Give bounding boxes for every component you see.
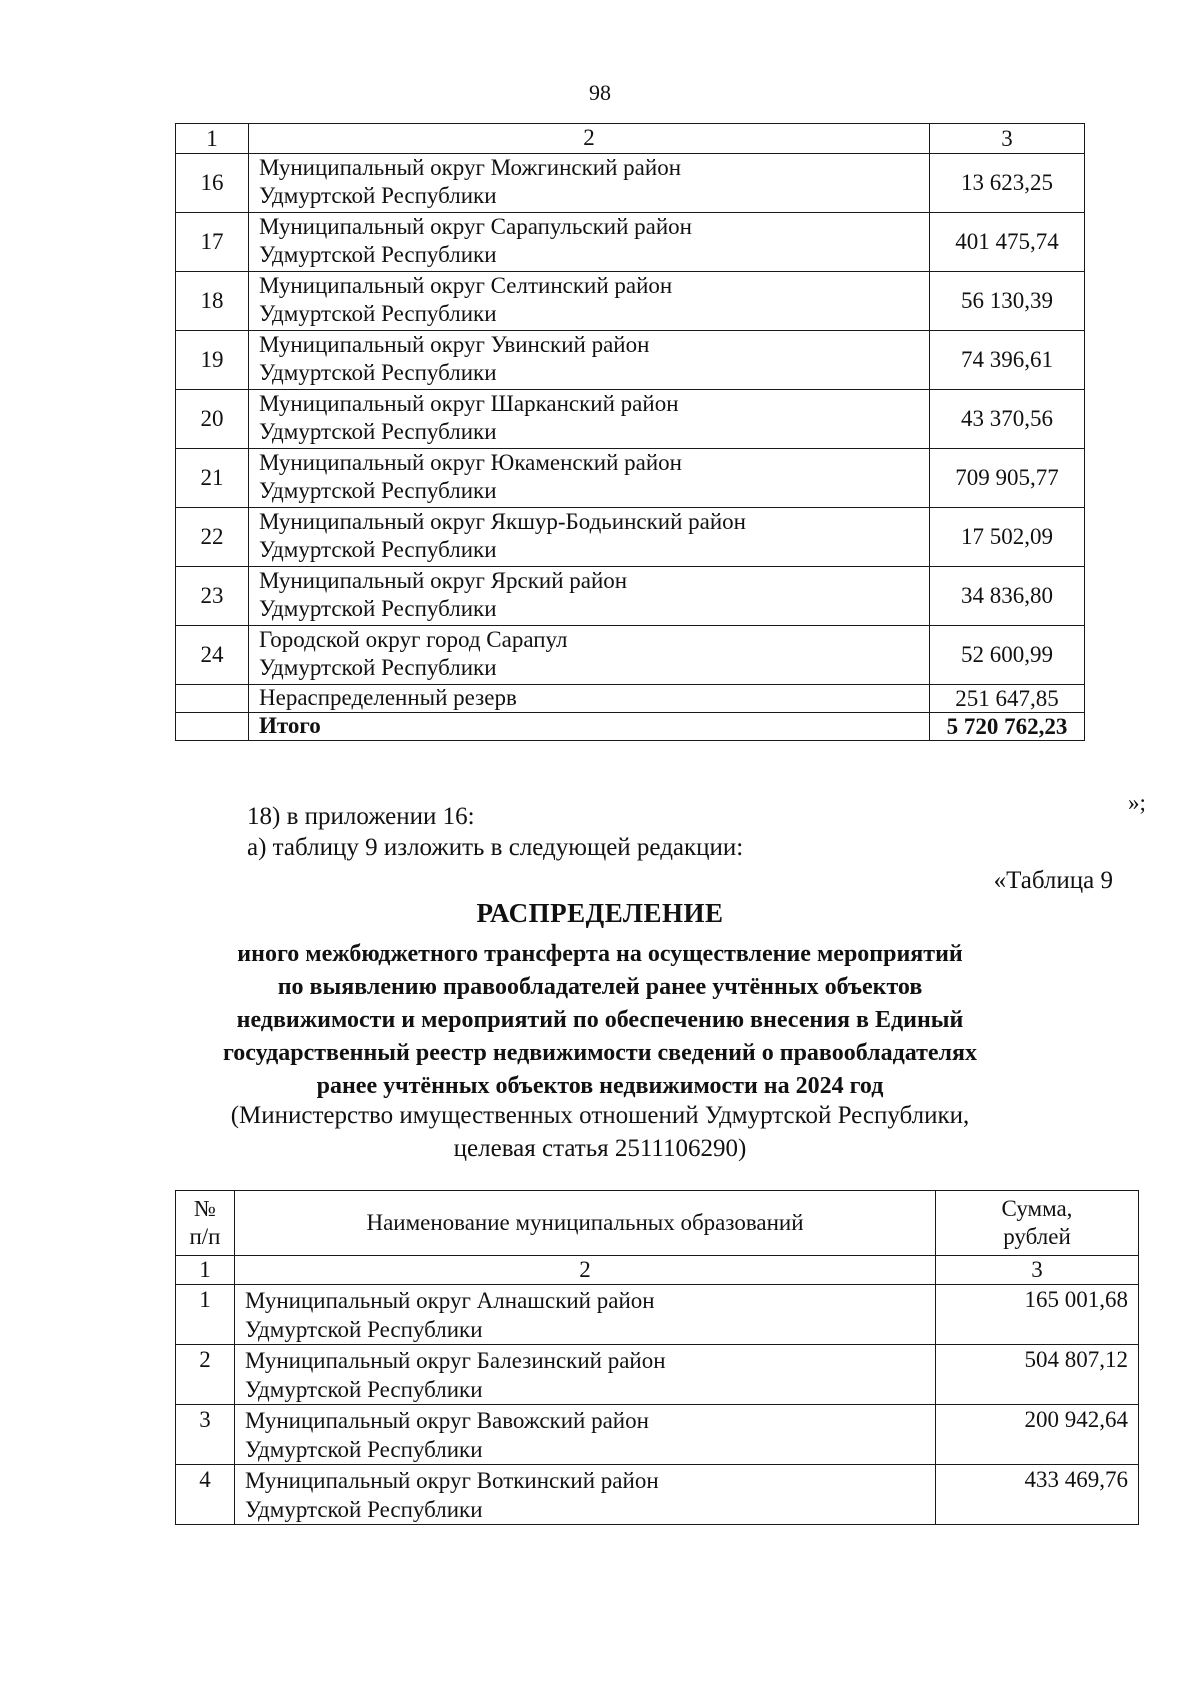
column-index-cell: 3 xyxy=(930,124,1085,154)
name-line: Городской округ город Сарапул xyxy=(259,627,568,652)
reserve-label: Нераспределенный резерв xyxy=(249,685,930,713)
row-number-cell: 23 xyxy=(176,567,249,626)
row-name-cell xyxy=(249,626,930,685)
row-number-cell: 19 xyxy=(176,331,249,390)
name-line: Муниципальный округ Юкаменский район xyxy=(259,450,682,475)
heading-note xyxy=(0,1099,1200,1165)
row-amount-cell: 52 600,99 xyxy=(930,626,1085,685)
subheading-line: недвижимости и мероприятий по обеспечению внесения в Единый xyxy=(236,1007,964,1033)
name-line: Удмуртской Республики xyxy=(245,1437,483,1462)
header-text: рублей xyxy=(1003,1224,1071,1249)
header-text: п/п xyxy=(189,1224,221,1249)
name-line: Муниципальный округ Сарапульский район xyxy=(259,214,692,239)
name-line: Муниципальный округ Балезинский район xyxy=(245,1348,666,1373)
name-line: Муниципальный округ Ярский район xyxy=(259,568,628,593)
row-number-cell: 17 xyxy=(176,213,249,272)
table-row xyxy=(176,567,1085,626)
row-amount-cell: 165 001,68 xyxy=(936,1285,1139,1345)
name-line: Муниципальный округ Воткинский район xyxy=(245,1468,659,1493)
reserve-row xyxy=(176,685,1085,713)
table-row xyxy=(176,1405,1139,1465)
row-number-cell: 21 xyxy=(176,449,249,508)
name-line: Муниципальный округ Можгинский район xyxy=(259,155,681,180)
name-line: Удмуртской Республики xyxy=(245,1317,483,1342)
name-line: Удмуртской Республики xyxy=(259,655,497,680)
table-label: «Таблица 9 xyxy=(993,867,1113,894)
table-row xyxy=(176,449,1085,508)
total-label: Итого xyxy=(249,713,930,741)
row-number-cell: 4 xyxy=(176,1465,235,1525)
row-amount-cell: 17 502,09 xyxy=(930,508,1085,567)
table-row xyxy=(176,154,1085,213)
name-line: Удмуртской Республики xyxy=(259,242,497,267)
note-line: целевая статья 2511106290) xyxy=(453,1135,747,1162)
row-name-cell xyxy=(249,449,930,508)
name-line: Муниципальный округ Шарканский район xyxy=(259,391,679,416)
column-index-cell: 1 xyxy=(176,124,249,154)
table-row xyxy=(176,508,1085,567)
row-number-cell: 22 xyxy=(176,508,249,567)
header-cell-amount xyxy=(936,1191,1139,1256)
table-row xyxy=(176,1285,1139,1345)
row-name-cell xyxy=(249,331,930,390)
closing-quote: »; xyxy=(1128,790,1146,815)
row-number-cell: 2 xyxy=(176,1345,235,1405)
name-line: Удмуртской Республики xyxy=(259,537,497,562)
row-name-cell xyxy=(235,1465,936,1525)
subheading-line: ранее учтённых объектов недвижимости на 2024 год xyxy=(316,1073,884,1099)
table-header-row xyxy=(176,1191,1139,1256)
name-line: Удмуртской Республики xyxy=(259,360,497,385)
row-amount-cell: 74 396,61 xyxy=(930,331,1085,390)
row-number-cell: 1 xyxy=(176,1285,235,1345)
row-amount-cell: 401 475,74 xyxy=(930,213,1085,272)
row-number-cell: 24 xyxy=(176,626,249,685)
name-line: Удмуртской Республики xyxy=(259,419,497,444)
row-number-cell: 20 xyxy=(176,390,249,449)
document-heading: РАСПРЕДЕЛЕНИЕ xyxy=(476,898,724,928)
table-row xyxy=(176,272,1085,331)
header-cell-number xyxy=(176,1191,235,1256)
row-amount-cell: 56 130,39 xyxy=(930,272,1085,331)
name-line: Муниципальный округ Вавожский район xyxy=(245,1408,649,1433)
name-line: Муниципальный округ Увинский район xyxy=(259,332,650,357)
row-amount-cell: 709 905,77 xyxy=(930,449,1085,508)
name-line: Муниципальный округ Алнашский район xyxy=(245,1288,655,1313)
table-row xyxy=(176,390,1085,449)
row-name-cell xyxy=(235,1405,936,1465)
row-number-cell xyxy=(176,713,249,741)
row-name-cell xyxy=(249,154,930,213)
row-name-cell xyxy=(249,567,930,626)
table-row xyxy=(176,331,1085,390)
table-row xyxy=(176,1465,1139,1525)
name-line: Муниципальный округ Селтинский район xyxy=(259,273,673,298)
column-index-cell: 2 xyxy=(235,1256,936,1285)
row-number-cell: 18 xyxy=(176,272,249,331)
table-column-index-row xyxy=(176,124,1085,154)
note-line: (Министерство имущественных отношений Удмуртской Республики, xyxy=(230,1102,970,1129)
row-name-cell xyxy=(249,272,930,331)
name-line: Удмуртской Республики xyxy=(259,596,497,621)
row-amount-cell: 200 942,64 xyxy=(936,1405,1139,1465)
row-name-cell xyxy=(249,390,930,449)
name-line: Удмуртской Республики xyxy=(259,478,497,503)
row-number-cell xyxy=(176,685,249,713)
document-subheading xyxy=(0,938,1200,1103)
table-row xyxy=(176,213,1085,272)
row-name-cell xyxy=(249,508,930,567)
row-amount-cell: 34 836,80 xyxy=(930,567,1085,626)
page-number: 98 xyxy=(589,80,611,105)
column-index-cell: 2 xyxy=(249,124,930,154)
name-line: Удмуртской Республики xyxy=(259,301,497,326)
allocation-table-continued xyxy=(175,123,1085,741)
subheading-line: по выявлению правообладателей ранее учтённых объектов xyxy=(277,974,923,1000)
total-amount: 5 720 762,23 xyxy=(930,713,1085,741)
row-name-cell xyxy=(235,1285,936,1345)
subheading-line: государственный реестр недвижимости сведений о правообладателях xyxy=(222,1040,978,1066)
allocation-table-9 xyxy=(175,1190,1139,1525)
name-line: Удмуртской Республики xyxy=(259,183,497,208)
header-text: Сумма, xyxy=(1001,1196,1073,1221)
row-number-cell: 16 xyxy=(176,154,249,213)
row-name-cell xyxy=(235,1345,936,1405)
name-line: Муниципальный округ Якшур-Бодьинский район xyxy=(259,509,746,534)
column-index-cell: 3 xyxy=(936,1256,1139,1285)
row-amount-cell: 13 623,25 xyxy=(930,154,1085,213)
amendment-subitem: а) таблицу 9 изложить в следующей редакции: xyxy=(247,834,744,861)
total-row xyxy=(176,713,1085,741)
row-amount-cell: 433 469,76 xyxy=(936,1465,1139,1525)
row-amount-cell: 43 370,56 xyxy=(930,390,1085,449)
reserve-amount: 251 647,85 xyxy=(930,685,1085,713)
table-row xyxy=(176,626,1085,685)
row-amount-cell: 504 807,12 xyxy=(936,1345,1139,1405)
row-name-cell xyxy=(249,213,930,272)
row-number-cell: 3 xyxy=(176,1405,235,1465)
name-line: Удмуртской Республики xyxy=(245,1497,483,1522)
column-index-cell: 1 xyxy=(176,1256,235,1285)
subheading-line: иного межбюджетного трансферта на осуществление мероприятий xyxy=(237,941,963,967)
header-cell-name: Наименование муниципальных образований xyxy=(235,1191,936,1256)
name-line: Удмуртской Республики xyxy=(245,1377,483,1402)
table-row xyxy=(176,1345,1139,1405)
header-text: № xyxy=(194,1196,216,1221)
table-column-index-row xyxy=(176,1256,1139,1285)
amendment-item: 18) в приложении 16: xyxy=(247,803,475,830)
